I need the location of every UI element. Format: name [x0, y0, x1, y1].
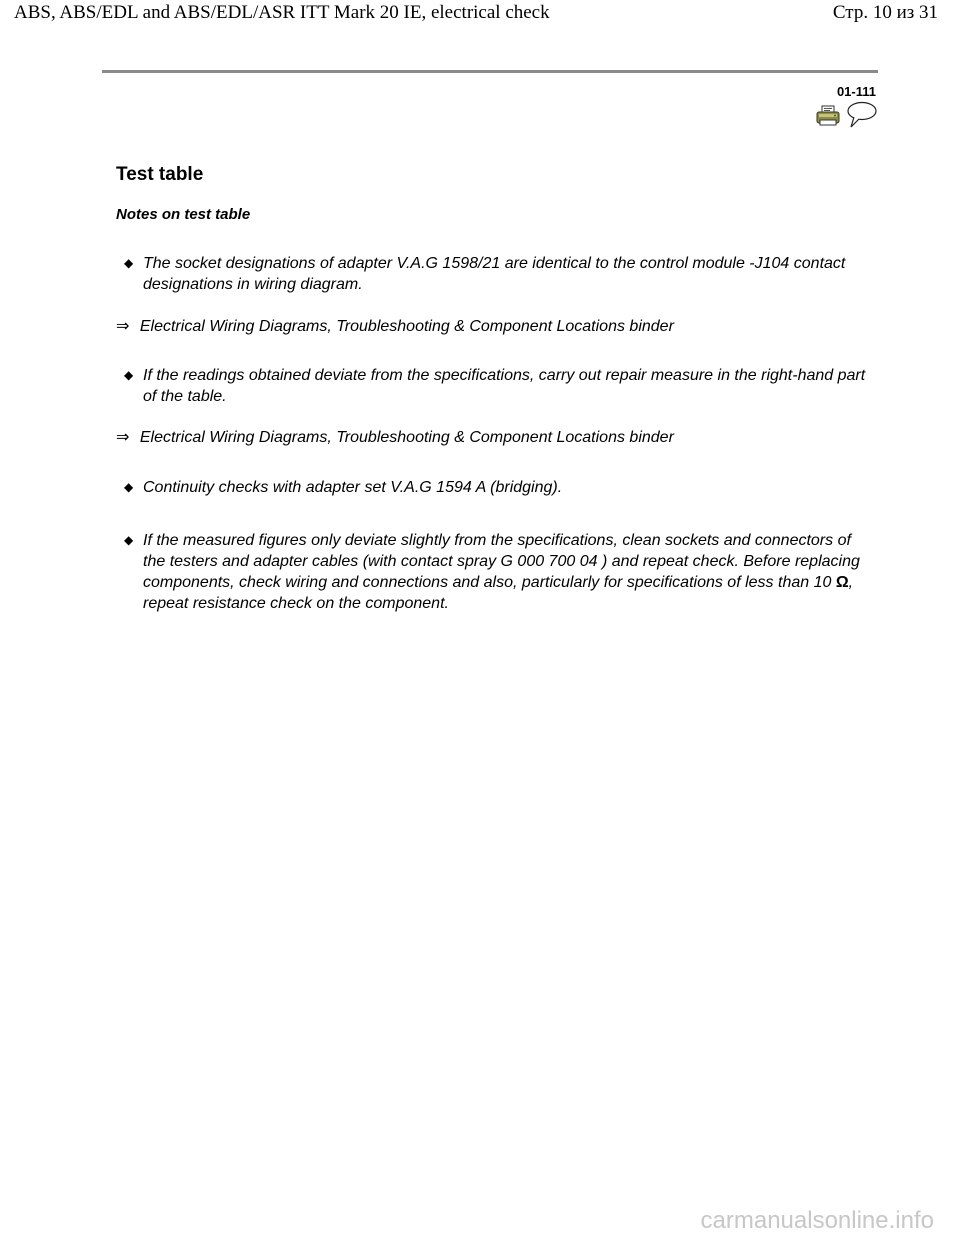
ohm-unit: Ω	[835, 574, 849, 591]
diamond-bullet-icon: ◆	[124, 256, 134, 270]
document-toolbar	[816, 101, 878, 131]
section-title: Test table	[116, 164, 204, 185]
print-header	[0, 0, 960, 34]
document-title: ABS, ABS/EDL and ABS/EDL/ASR ITT Mark 20 IE, electrical check	[14, 2, 550, 23]
arrow-right-icon: ⇒	[116, 429, 130, 446]
diamond-bullet-icon: ◆	[124, 480, 134, 494]
printer-icon[interactable]	[816, 105, 840, 132]
page-counter: Стр. 10 из 31	[832, 2, 938, 23]
cross-reference	[116, 316, 674, 337]
wiring-diagram-link[interactable]: Electrical Wiring Diagrams, Troubleshooting & Component Locations binder	[139, 318, 674, 335]
note-text: If the measured figures only deviate slightly from the specifications, clean sockets and connectors of the testers and adapter cables (with contact spray G 000 700 04 ) and repeat check. Before replacing components, check wiring and connections and also, particularly for specifications of less than 10 Ω, repeat resistance check on the component.	[143, 532, 860, 612]
speech-bubble-icon[interactable]	[846, 101, 878, 134]
top-divider	[102, 70, 878, 73]
diamond-bullet-icon: ◆	[124, 368, 134, 382]
watermark-footer: carmanualsonline.info	[700, 1207, 934, 1234]
note-text: The socket designations of adapter V.A.G 1598/21 are identical to the control module -J104 contact designations in wiring diagram.	[143, 255, 846, 293]
wiring-diagram-link[interactable]: Electrical Wiring Diagrams, Troubleshooting & Component Locations binder	[139, 429, 674, 446]
arrow-right-icon: ⇒	[116, 318, 130, 335]
note-text: Continuity checks with adapter set V.A.G 1594 A (bridging).	[143, 479, 563, 496]
document-number: 01-111	[836, 84, 876, 99]
cross-reference	[116, 427, 674, 448]
diamond-bullet-icon: ◆	[124, 533, 134, 547]
notes-subtitle: Notes on test table	[116, 206, 251, 223]
note-text: If the readings obtained deviate from the specifications, carry out repair measure in the right-hand part of the table.	[143, 367, 866, 405]
